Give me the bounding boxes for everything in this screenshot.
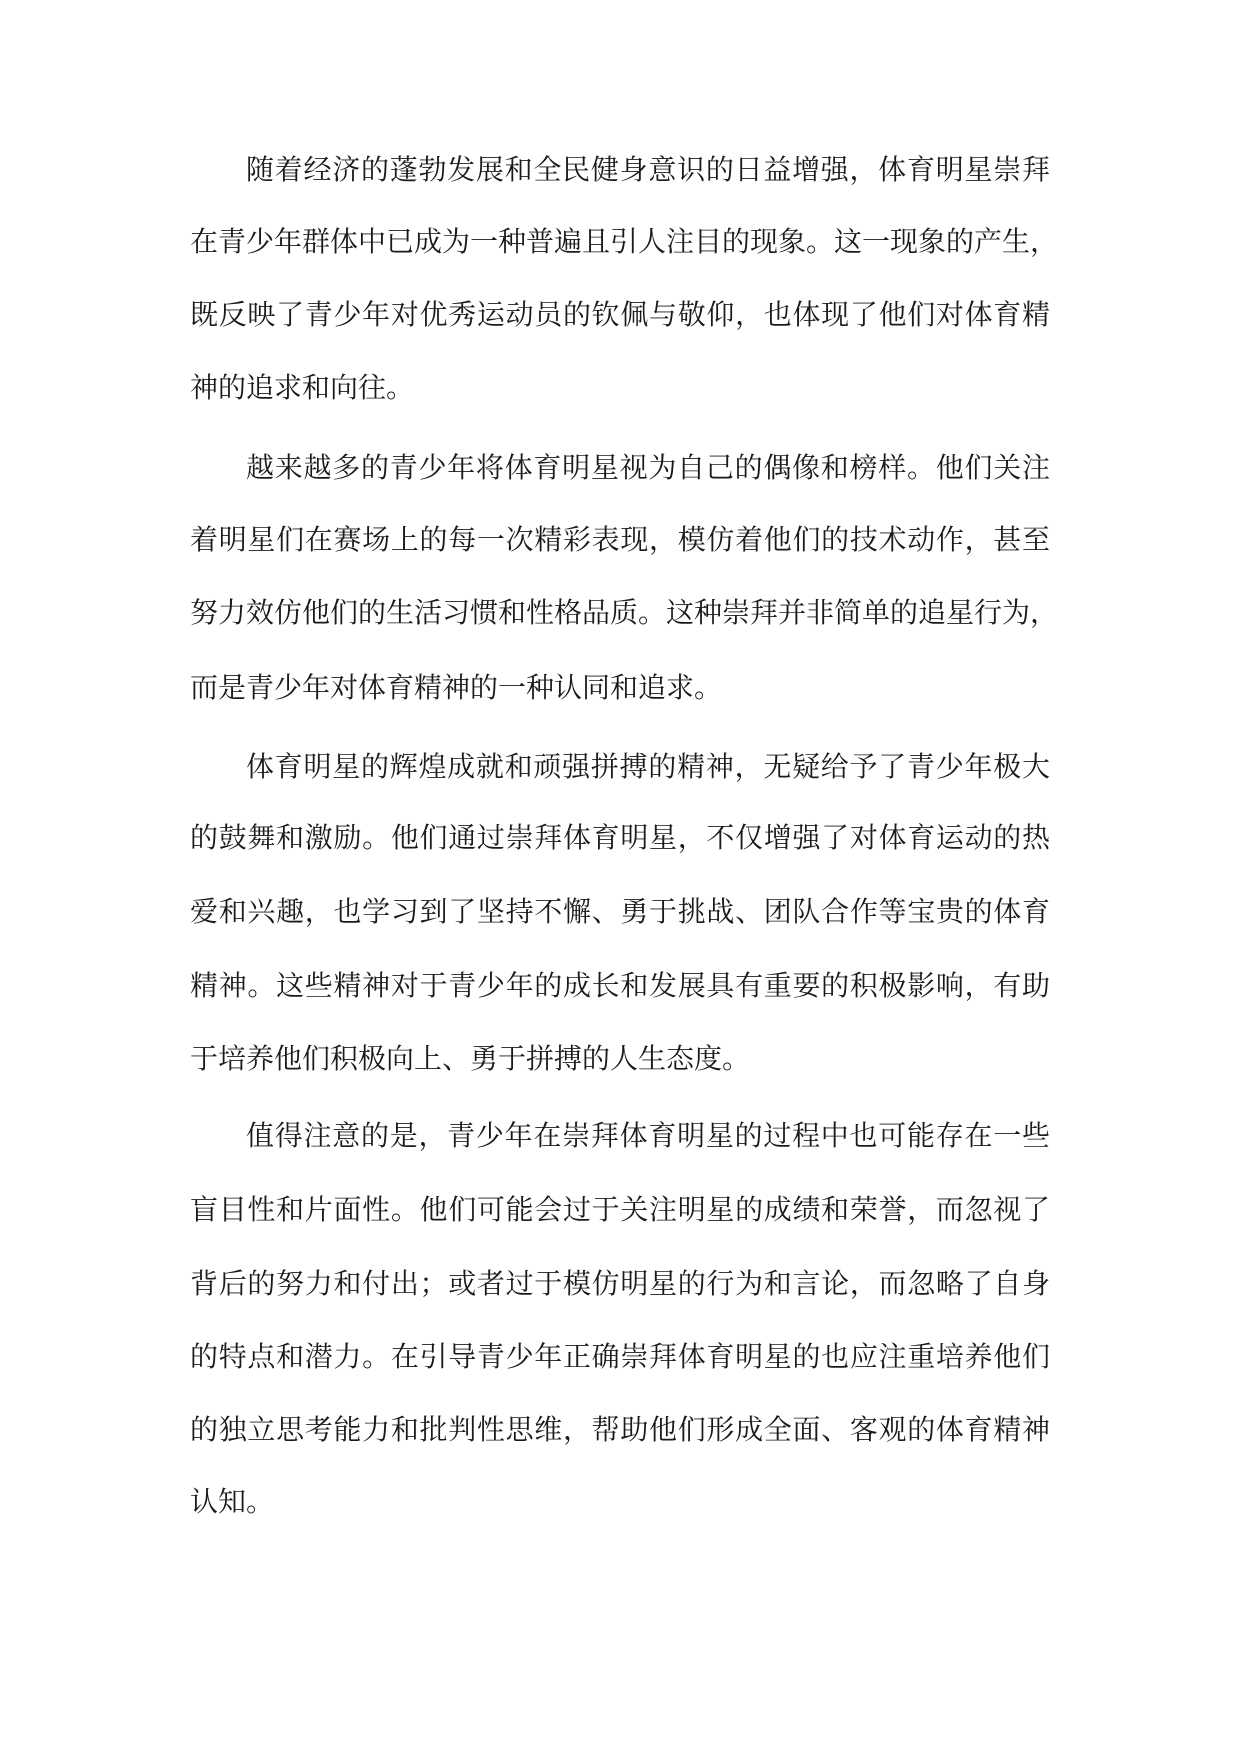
- paragraph-1-line-4: 神的追求和向往。: [190, 371, 415, 404]
- paragraph-2-line-1: 越来越多的青少年将体育明星视为自己的偶像和榜样。他们关注: [246, 451, 1050, 484]
- paragraph-2-line-3: 努力效仿他们的生活习惯和性格品质。这种崇拜并非简单的追星行为，: [190, 596, 1059, 629]
- paragraph-4-line-3: 背后的努力和付出；或者过于模仿明星的行为和言论，而忽略了自身: [190, 1267, 1050, 1300]
- paragraph-3-line-5: 于培养他们积极向上、勇于拼搏的人生态度。: [190, 1042, 751, 1075]
- paragraph-4-line-5: 的独立思考能力和批判性思维，帮助他们形成全面、客观的体育精神: [190, 1413, 1050, 1446]
- paragraph-3-line-2: 的鼓舞和激励。他们通过崇拜体育明星，不仅增强了对体育运动的热: [190, 821, 1050, 854]
- paragraph-3-line-1: 体育明星的辉煌成就和顽强拼搏的精神，无疑给予了青少年极大: [246, 750, 1050, 783]
- paragraph-4-line-4: 的特点和潜力。在引导青少年正确崇拜体育明星的也应注重培养他们: [190, 1340, 1050, 1373]
- paragraph-2-line-2: 着明星们在赛场上的每一次精彩表现，模仿着他们的技术动作，甚至: [190, 523, 1050, 556]
- paragraph-4-line-6: 认知。: [190, 1485, 275, 1518]
- paragraph-1-line-1: 随着经济的蓬勃发展和全民健身意识的日益增强，体育明星崇拜: [246, 153, 1050, 186]
- paragraph-1-line-2: 在青少年群体中已成为一种普遍且引人注目的现象。这一现象的产生，: [190, 225, 1059, 258]
- paragraph-4-line-1: 值得注意的是，青少年在崇拜体育明星的过程中也可能存在一些: [246, 1119, 1050, 1152]
- paragraph-2-line-4: 而是青少年对体育精神的一种认同和追求。: [190, 671, 723, 704]
- paragraph-4-line-2: 盲目性和片面性。他们可能会过于关注明星的成绩和荣誉，而忽视了: [190, 1193, 1050, 1226]
- paragraph-1-line-3: 既反映了青少年对优秀运动员的钦佩与敬仰，也体现了他们对体育精: [190, 298, 1050, 331]
- paragraph-3-line-3: 爱和兴趣，也学习到了坚持不懈、勇于挑战、团队合作等宝贵的体育: [190, 895, 1050, 928]
- paragraph-3-line-4: 精神。这些精神对于青少年的成长和发展具有重要的积极影响，有助: [190, 969, 1050, 1002]
